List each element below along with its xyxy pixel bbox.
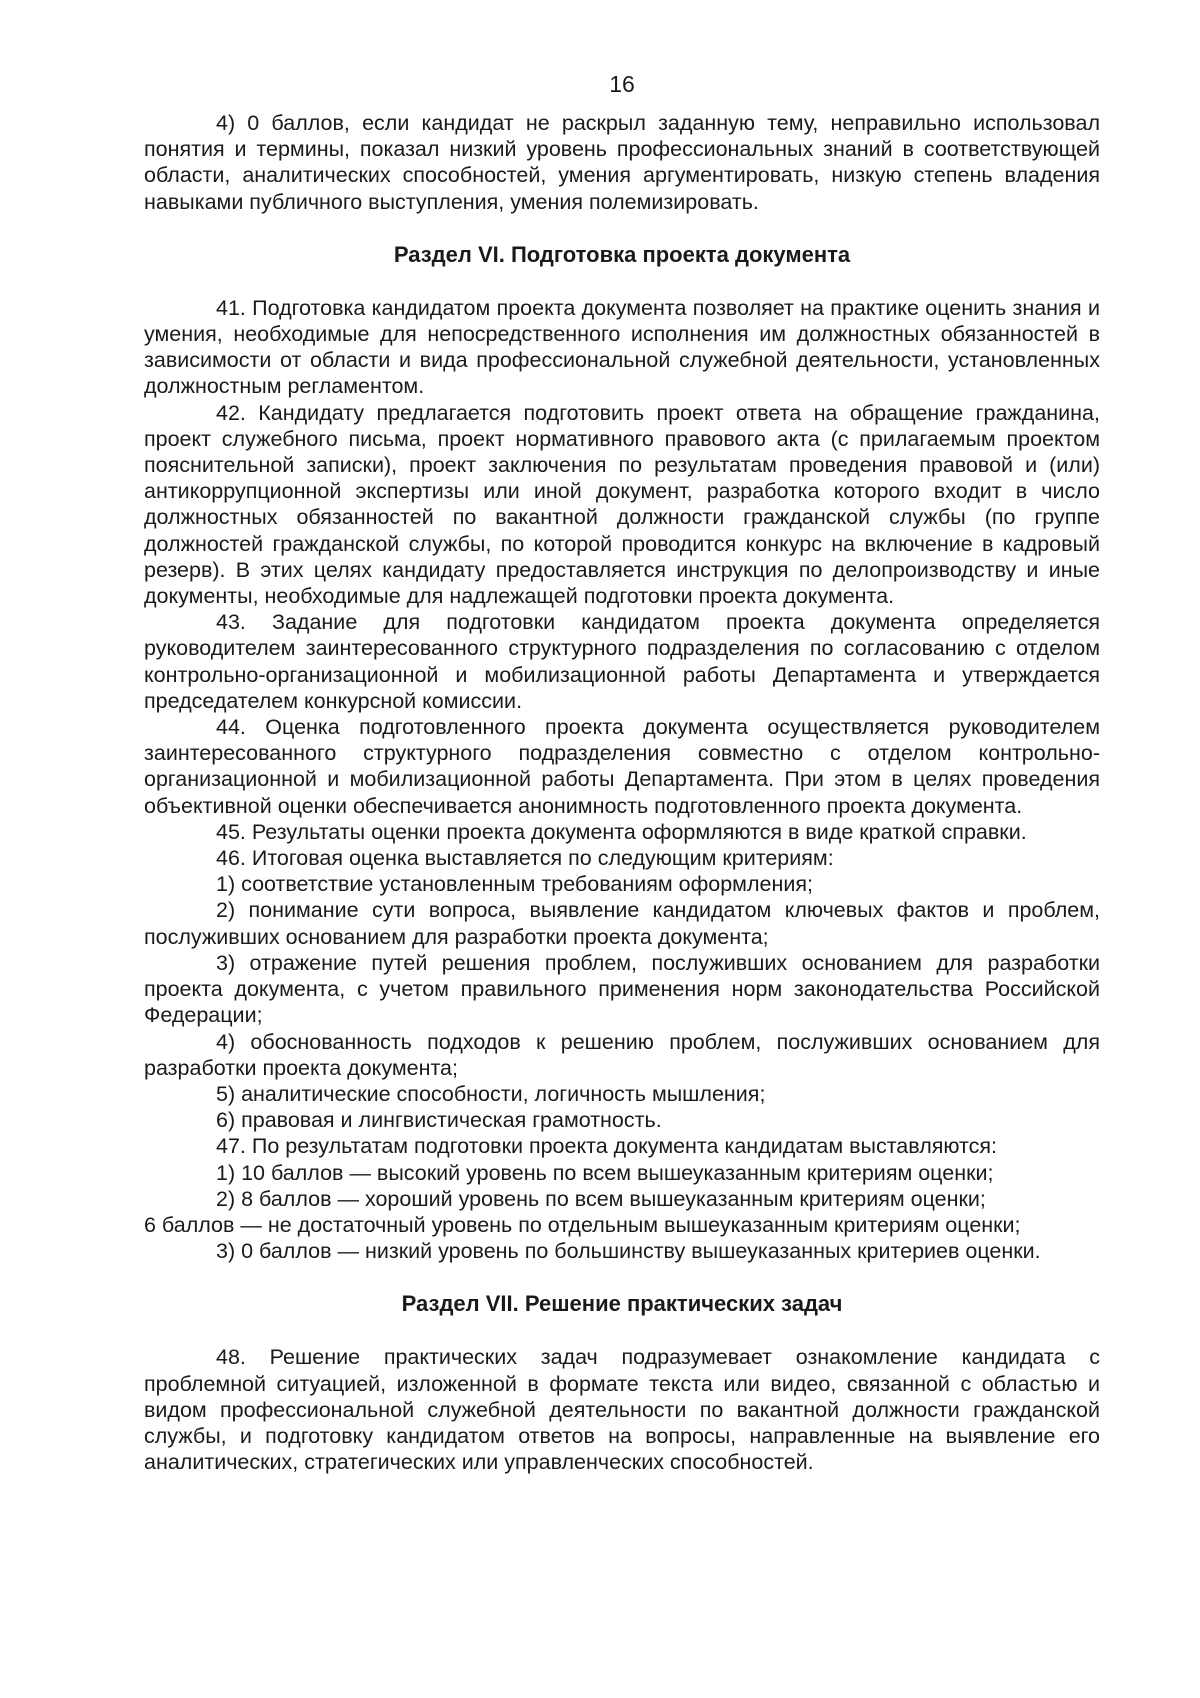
- paragraph: 45. Результаты оценки проекта документа оформляются в виде краткой справки.: [216, 819, 1027, 844]
- paragraph: 43. Задание для подготовки кандидатом проекта документа определяется руководителем заинтересованного структурного подразделения по согласованию с отделом контрольно-организационной и мобилизационной работы Департамента и утверждается председателем конкурсной комиссии.: [144, 610, 1100, 713]
- paragraph: 41. Подготовка кандидатом проекта документа позволяет на практике оценить знания и умения, необходимые для непосредственного исполнения им должностных обязанностей в зависимости от области и вида профессиональной служебной деятельности, установленных должностным регламентом.: [144, 295, 1100, 399]
- paragraph: 47. По результатам подготовки проекта документа кандидатам выставляются:: [216, 1134, 998, 1159]
- list-item: 4) обоснованность подходов к решению проблем, послуживших основанием для разработки проекта документа;: [144, 1029, 1100, 1080]
- paragraph: 44. Оценка подготовленного проекта документа осуществляется руководителем заинтересованного структурного подразделения совместно с отделом контрольно-организационной и мобилизационной работы Департамента. При этом в целях проведения объективной оценки обеспечивается анонимность подготовленного проекта документа.: [144, 715, 1100, 818]
- paragraph: 4) 0 баллов, если кандидат не раскрыл заданную тему, неправильно использовал понятия и термины, показал низкий уровень профессиональных знаний в соответствующей области, аналитических способностей, умения аргументировать, низкую степень владения навыками публичного выступления, умения полемизировать.: [144, 111, 1100, 214]
- list-item: 1) соответствие установленным требованиям оформления;: [216, 872, 813, 897]
- section-heading: Раздел VII. Решение практических задач: [401, 1291, 843, 1317]
- list-item: 3) 0 баллов — низкий уровень по большинству вышеуказанных критериев оценки.: [216, 1239, 1041, 1264]
- paragraph: 42. Кандидату предлагается подготовить проект ответа на обращение гражданина, проект служебного письма, проект нормативного правового акта (с прилагаемым проектом пояснительной записки), проект заключения по результатам проведения правовой и (или) антикоррупционной экспертизы или иной документ, разработка которого входит в число должностных обязанностей по вакантной должности гражданской службы (по группе должностей гражданской службы, по которой проводится конкурс на включение в кадровый резерв). В этих целях кандидату предоставляется инструкция по делопроизводству и иные документы, необходимые для надлежащей подготовки проекта документа.: [144, 400, 1100, 609]
- paragraph: 46. Итоговая оценка выставляется по следующим критериям:: [216, 846, 834, 871]
- list-item: 2) 8 баллов — хороший уровень по всем вышеуказанным критериям оценки;: [216, 1186, 986, 1211]
- list-item-continuation: 6 баллов — не достаточный уровень по отдельным вышеуказанным критериям оценки;: [144, 1212, 1021, 1237]
- document-body: [144, 110, 1100, 1475]
- list-item: 1) 10 баллов — высокий уровень по всем вышеуказанным критериям оценки;: [216, 1160, 994, 1185]
- section-heading: Раздел VI. Подготовка проекта документа: [393, 241, 851, 267]
- list-item: 6) правовая и лингвистическая грамотность.: [216, 1108, 662, 1133]
- list-item: 3) отражение путей решения проблем, послуживших основанием для разработки проекта документа, с учетом правильного применения норм законодательства Российской Федерации;: [144, 950, 1100, 1028]
- list-item: 5) аналитические способности, логичность мышления;: [216, 1081, 766, 1106]
- paragraph: 48. Решение практических задач подразумевает ознакомление кандидата с проблемной ситуацией, изложенной в формате текста или видео, связанной с областью и видом профессиональной служебной деятельности по вакантной должности гражданской службы, и подготовку кандидатом ответов на вопросы, направленные на выявление его аналитических, стратегических или управленческих способностей.: [144, 1345, 1100, 1475]
- page-number: 16: [609, 71, 635, 97]
- list-item: 2) понимание сути вопроса, выявление кандидатом ключевых фактов и проблем, послуживших основанием для разработки проекта документа;: [144, 898, 1100, 949]
